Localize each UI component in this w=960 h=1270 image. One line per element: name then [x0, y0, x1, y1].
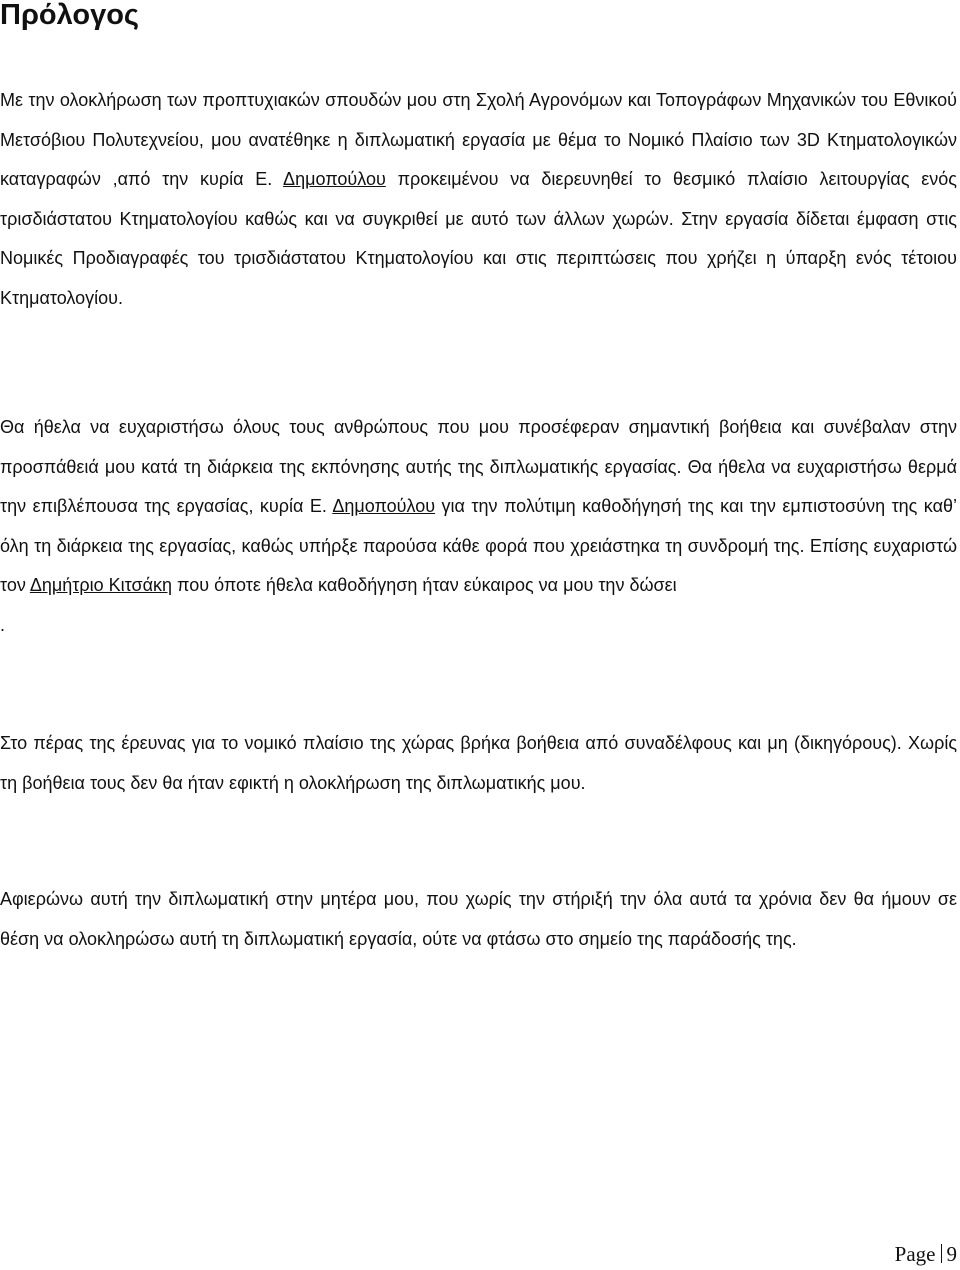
- paragraph-text: προκειμένου να διερευνηθεί το θεσμικό πλαίσιο λειτουργίας ενός τρισδιάστατου Κτηματολογίου καθώς και να συγκριθεί με αυτό των άλλων χωρών. Στην εργασία δίδεται έμφαση στις Νομικές Προδιαγραφές του τρισδιάστατου Κτηματολογίου και στις περιπτώσεις που χρήζει η ύπαρξη ενός τέτοιου Κτηματολογίου.: [0, 169, 957, 308]
- underlined-name: Δημοπούλου: [283, 169, 386, 190]
- paragraph-colleagues: Στο πέρας της έρευνας για το νομικό πλαίσιο της χώρας βρήκα βοήθεια από συναδέλφους και μη (δικηγόρους). Χωρίς τη βοήθεια τους δεν θα ήταν εφικτή η ολοκλήρωση της διπλωματικής μου.: [0, 733, 957, 793]
- underlined-name: Δημοπούλου: [332, 496, 436, 517]
- page-title: Πρόλογος: [0, 0, 140, 31]
- page-footer: [895, 1241, 957, 1267]
- paragraph-dedication: Αφιερώνω αυτή την διπλωματική στην μητέρα μου, που χωρίς την στήριξή την όλα αυτά τα χρόνια δεν θα ήμουν σε θέση να ολοκληρώσω αυτή τη διπλωματική εργασία, ούτε να φτάσω στο σημείο της παράδοσής της.: [0, 889, 957, 949]
- footer-separator: [941, 1244, 942, 1263]
- paragraph-acknowledgements: [0, 408, 957, 646]
- page-label: Page: [894, 1242, 936, 1266]
- underlined-name: Δημήτριο Κιτσάκη: [29, 575, 173, 596]
- paragraph-text: για την πολύτιμη καθοδήγησή της και την εμπιστοσύνη της καθ’ όλη τη διάρκεια της εργασίας, καθώς υπήρξε παρούσα κάθε φορά που χρειάστηκα τη συνδρομή της. Επίσης ευχαριστώ τον: [0, 496, 958, 596]
- paragraph-text: Με την ολοκλήρωση των προπτυχιακών σπουδών μου στη Σχολή Αγρονόμων και Τοπογράφων Μηχανικών του Εθνικού Μετσόβιου Πολυτεχνείου, μου ανατέθηκε η διπλωματική εργασία με θέμα το Νομικό Πλαίσιο των 3D Κτηματολογικών καταγραφών ,από την κυρία Ε.: [0, 90, 957, 190]
- paragraph-introduction: [0, 81, 957, 319]
- paragraph-text: που όποτε ήθελα καθοδήγηση ήταν εύκαιρος να μου την δώσει .: [0, 575, 677, 635]
- paragraph-text: Θα ήθελα να ευχαριστήσω όλους τους ανθρώπους που μου προσέφεραν σημαντική βοήθεια και συνέβαλαν στην προσπάθειά μου κατά τη διάρκεια της εκπόνησης αυτής της διπλωματικής εργασίας. Θα ήθελα να ευχαριστήσω θερμά την επιβλέπουσα της εργασίας, κυρία Ε.: [0, 417, 957, 517]
- page-number: 9: [946, 1242, 957, 1266]
